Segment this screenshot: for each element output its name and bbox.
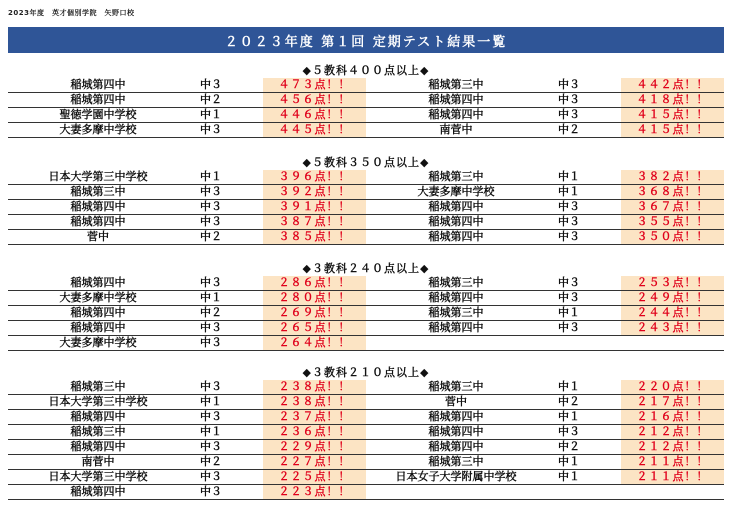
table-row bbox=[8, 306, 724, 321]
table-row bbox=[8, 276, 724, 291]
grade-cell: 中１ bbox=[188, 108, 263, 123]
score-cell: ２２９点！！ bbox=[263, 440, 366, 455]
score-cell: ３９１点！！ bbox=[263, 200, 366, 215]
school-name-cell: 稲城第四中 bbox=[8, 200, 188, 215]
school-name-cell: 稲城第三中 bbox=[8, 380, 188, 395]
grade-cell: 中３ bbox=[188, 321, 263, 336]
school-name-cell: 稲城第三中 bbox=[366, 455, 546, 470]
grade-cell: 中３ bbox=[546, 425, 621, 440]
score-cell: ２１２点！！ bbox=[621, 440, 724, 455]
score-cell: ２２０点！！ bbox=[621, 380, 724, 395]
score-cell: ２２７点！！ bbox=[263, 455, 366, 470]
table-row bbox=[8, 395, 724, 410]
grade-cell: 中１ bbox=[188, 425, 263, 440]
school-name-cell: 稲城第四中 bbox=[366, 93, 546, 108]
score-cell: ２３８点！！ bbox=[263, 395, 366, 410]
grade-cell: 中３ bbox=[188, 440, 263, 455]
grade-cell: 中１ bbox=[546, 380, 621, 395]
section-3subjects-210 bbox=[8, 366, 724, 500]
grade-cell: 中１ bbox=[188, 291, 263, 306]
score-cell: ２６５点！！ bbox=[263, 321, 366, 336]
table-row bbox=[8, 230, 724, 245]
school-name-cell: 南菅中 bbox=[8, 455, 188, 470]
grade-cell: 中１ bbox=[546, 455, 621, 470]
document-header-label: 2023年度 英才個別学院 矢野口校 bbox=[8, 9, 135, 17]
grade-cell: 中３ bbox=[188, 485, 263, 500]
school-name-cell: 稲城第四中 bbox=[8, 78, 188, 93]
table-row bbox=[8, 380, 724, 395]
results-table bbox=[8, 78, 724, 138]
table-row bbox=[8, 321, 724, 336]
grade-cell: 中２ bbox=[546, 395, 621, 410]
table-row bbox=[8, 485, 724, 500]
grade-cell: 中３ bbox=[546, 108, 621, 123]
school-name-cell: 稲城第四中 bbox=[366, 291, 546, 306]
score-cell: ４４５点！！ bbox=[263, 123, 366, 138]
score-cell: ２２３点！！ bbox=[263, 485, 366, 500]
grade-cell: 中３ bbox=[546, 78, 621, 93]
grade-cell: 中３ bbox=[546, 276, 621, 291]
score-cell: ２３６点！！ bbox=[263, 425, 366, 440]
score-cell: ３５５点！！ bbox=[621, 215, 724, 230]
score-cell: ２１６点！！ bbox=[621, 410, 724, 425]
score-cell: ３６７点！！ bbox=[621, 200, 724, 215]
results-table bbox=[8, 380, 724, 500]
score-cell: ２１１点！！ bbox=[621, 455, 724, 470]
school-name-cell: 稲城第四中 bbox=[366, 425, 546, 440]
results-table bbox=[8, 276, 724, 351]
grade-cell bbox=[546, 485, 621, 500]
table-row bbox=[8, 455, 724, 470]
table-row bbox=[8, 410, 724, 425]
school-name-cell: 稲城第四中 bbox=[366, 200, 546, 215]
grade-cell: 中３ bbox=[188, 336, 263, 351]
grade-cell: 中１ bbox=[546, 306, 621, 321]
table-row bbox=[8, 425, 724, 440]
grade-cell: 中２ bbox=[546, 123, 621, 138]
score-cell: ２６９点！！ bbox=[263, 306, 366, 321]
score-cell: ４５６点！！ bbox=[263, 93, 366, 108]
grade-cell: 中３ bbox=[546, 215, 621, 230]
grade-cell: 中１ bbox=[546, 170, 621, 185]
score-cell: ２４３点！！ bbox=[621, 321, 724, 336]
grade-cell: 中３ bbox=[188, 78, 263, 93]
school-name-cell: 稲城第四中 bbox=[8, 93, 188, 108]
score-cell: ４１８点！！ bbox=[621, 93, 724, 108]
school-name-cell: 稲城第三中 bbox=[8, 185, 188, 200]
grade-cell: 中２ bbox=[188, 93, 263, 108]
grade-cell: 中３ bbox=[546, 321, 621, 336]
table-row bbox=[8, 336, 724, 351]
school-name-cell bbox=[366, 485, 546, 500]
score-cell bbox=[621, 485, 724, 500]
table-row bbox=[8, 291, 724, 306]
grade-cell: 中３ bbox=[188, 185, 263, 200]
grade-cell: 中３ bbox=[188, 380, 263, 395]
score-cell: ３８７点！！ bbox=[263, 215, 366, 230]
results-table bbox=[8, 170, 724, 245]
score-cell: ３５０点！！ bbox=[621, 230, 724, 245]
score-cell: ４１５点！！ bbox=[621, 123, 724, 138]
grade-cell: 中３ bbox=[188, 215, 263, 230]
school-name-cell: 稲城第四中 bbox=[366, 321, 546, 336]
table-row bbox=[8, 185, 724, 200]
score-cell: ２６４点！！ bbox=[263, 336, 366, 351]
score-cell: ２８６点！！ bbox=[263, 276, 366, 291]
section-title: ◆５教科４００点以上◆ bbox=[302, 64, 430, 77]
score-cell: ３６８点！！ bbox=[621, 185, 724, 200]
school-name-cell: 日本大学第三中学校 bbox=[8, 170, 188, 185]
school-name-cell: 稲城第四中 bbox=[366, 410, 546, 425]
table-row bbox=[8, 440, 724, 455]
grade-cell: 中１ bbox=[188, 170, 263, 185]
score-cell: ２３８点！！ bbox=[263, 380, 366, 395]
grade-cell: 中２ bbox=[188, 230, 263, 245]
school-name-cell: 大妻多摩中学校 bbox=[366, 185, 546, 200]
section-title: ◆３教科２１０点以上◆ bbox=[302, 366, 430, 379]
grade-cell: 中２ bbox=[188, 306, 263, 321]
grade-cell: 中３ bbox=[546, 93, 621, 108]
score-cell: ２１１点！！ bbox=[621, 470, 724, 485]
grade-cell: 中３ bbox=[546, 291, 621, 306]
school-name-cell: 稲城第三中 bbox=[366, 276, 546, 291]
school-name-cell: 稲城第四中 bbox=[366, 215, 546, 230]
grade-cell: 中３ bbox=[546, 200, 621, 215]
school-name-cell: 稲城第四中 bbox=[8, 215, 188, 230]
score-cell: ２３７点！！ bbox=[263, 410, 366, 425]
school-name-cell: 稲城第四中 bbox=[8, 321, 188, 336]
school-name-cell: 稲城第四中 bbox=[366, 230, 546, 245]
school-name-cell: 稲城第三中 bbox=[366, 78, 546, 93]
grade-cell: 中１ bbox=[546, 185, 621, 200]
grade-cell: 中３ bbox=[188, 123, 263, 138]
school-name-cell: 稲城第三中 bbox=[8, 425, 188, 440]
school-name-cell: 稲城第四中 bbox=[8, 410, 188, 425]
score-cell: ４４２点！！ bbox=[621, 78, 724, 93]
grade-cell: 中３ bbox=[546, 230, 621, 245]
school-name-cell: 稲城第三中 bbox=[366, 170, 546, 185]
table-row bbox=[8, 93, 724, 108]
section-3subjects-240 bbox=[8, 262, 724, 351]
score-cell: ２８０点！！ bbox=[263, 291, 366, 306]
school-name-cell: 日本女子大学附属中学校 bbox=[366, 470, 546, 485]
table-row bbox=[8, 108, 724, 123]
school-name-cell: 稲城第四中 bbox=[8, 440, 188, 455]
school-name-cell: 日本大学第三中学校 bbox=[8, 395, 188, 410]
score-cell: ２１７点！！ bbox=[621, 395, 724, 410]
school-name-cell: 大妻多摩中学校 bbox=[8, 291, 188, 306]
score-cell: ３９６点！！ bbox=[263, 170, 366, 185]
score-cell: ４１５点！！ bbox=[621, 108, 724, 123]
table-row bbox=[8, 200, 724, 215]
score-cell: ２５３点！！ bbox=[621, 276, 724, 291]
score-cell: ２１２点！！ bbox=[621, 425, 724, 440]
score-cell: ３９２点！！ bbox=[263, 185, 366, 200]
grade-cell: 中２ bbox=[188, 455, 263, 470]
table-row bbox=[8, 78, 724, 93]
grade-cell: 中１ bbox=[546, 410, 621, 425]
school-name-cell: 南菅中 bbox=[366, 123, 546, 138]
grade-cell bbox=[546, 336, 621, 351]
section-title: ◆５教科３５０点以上◆ bbox=[302, 156, 430, 169]
grade-cell: 中３ bbox=[188, 200, 263, 215]
section-5subjects-400 bbox=[8, 64, 724, 138]
section-title: ◆３教科２４０点以上◆ bbox=[302, 262, 430, 275]
score-cell: ３８２点！！ bbox=[621, 170, 724, 185]
school-name-cell: 稲城第四中 bbox=[366, 440, 546, 455]
grade-cell: 中１ bbox=[188, 395, 263, 410]
table-row bbox=[8, 170, 724, 185]
table-row bbox=[8, 215, 724, 230]
score-cell: ３８５点！！ bbox=[263, 230, 366, 245]
school-name-cell: 聖徳学園中学校 bbox=[8, 108, 188, 123]
grade-cell: 中３ bbox=[188, 276, 263, 291]
table-row bbox=[8, 123, 724, 138]
school-name-cell: 菅中 bbox=[8, 230, 188, 245]
page-title: ２０２３年度 第１回 定期テスト結果一覧 bbox=[8, 27, 724, 53]
score-cell: ２２５点！！ bbox=[263, 470, 366, 485]
section-5subjects-350 bbox=[8, 156, 724, 245]
grade-cell: 中１ bbox=[546, 470, 621, 485]
school-name-cell: 稲城第三中 bbox=[366, 380, 546, 395]
score-cell: ４４６点！！ bbox=[263, 108, 366, 123]
school-name-cell: 日本大学第三中学校 bbox=[8, 470, 188, 485]
school-name-cell: 菅中 bbox=[366, 395, 546, 410]
school-name-cell: 稲城第四中 bbox=[8, 306, 188, 321]
school-name-cell bbox=[366, 336, 546, 351]
school-name-cell: 大妻多摩中学校 bbox=[8, 123, 188, 138]
score-cell: ２４４点！！ bbox=[621, 306, 724, 321]
school-name-cell: 稲城第三中 bbox=[366, 306, 546, 321]
grade-cell: 中２ bbox=[546, 440, 621, 455]
score-cell: ４７３点！！ bbox=[263, 78, 366, 93]
score-cell: ２４９点！！ bbox=[621, 291, 724, 306]
school-name-cell: 大妻多摩中学校 bbox=[8, 336, 188, 351]
school-name-cell: 稲城第四中 bbox=[366, 108, 546, 123]
school-name-cell: 稲城第四中 bbox=[8, 276, 188, 291]
table-row bbox=[8, 470, 724, 485]
score-cell bbox=[621, 336, 724, 351]
grade-cell: 中３ bbox=[188, 470, 263, 485]
grade-cell: 中３ bbox=[188, 410, 263, 425]
school-name-cell: 稲城第四中 bbox=[8, 485, 188, 500]
